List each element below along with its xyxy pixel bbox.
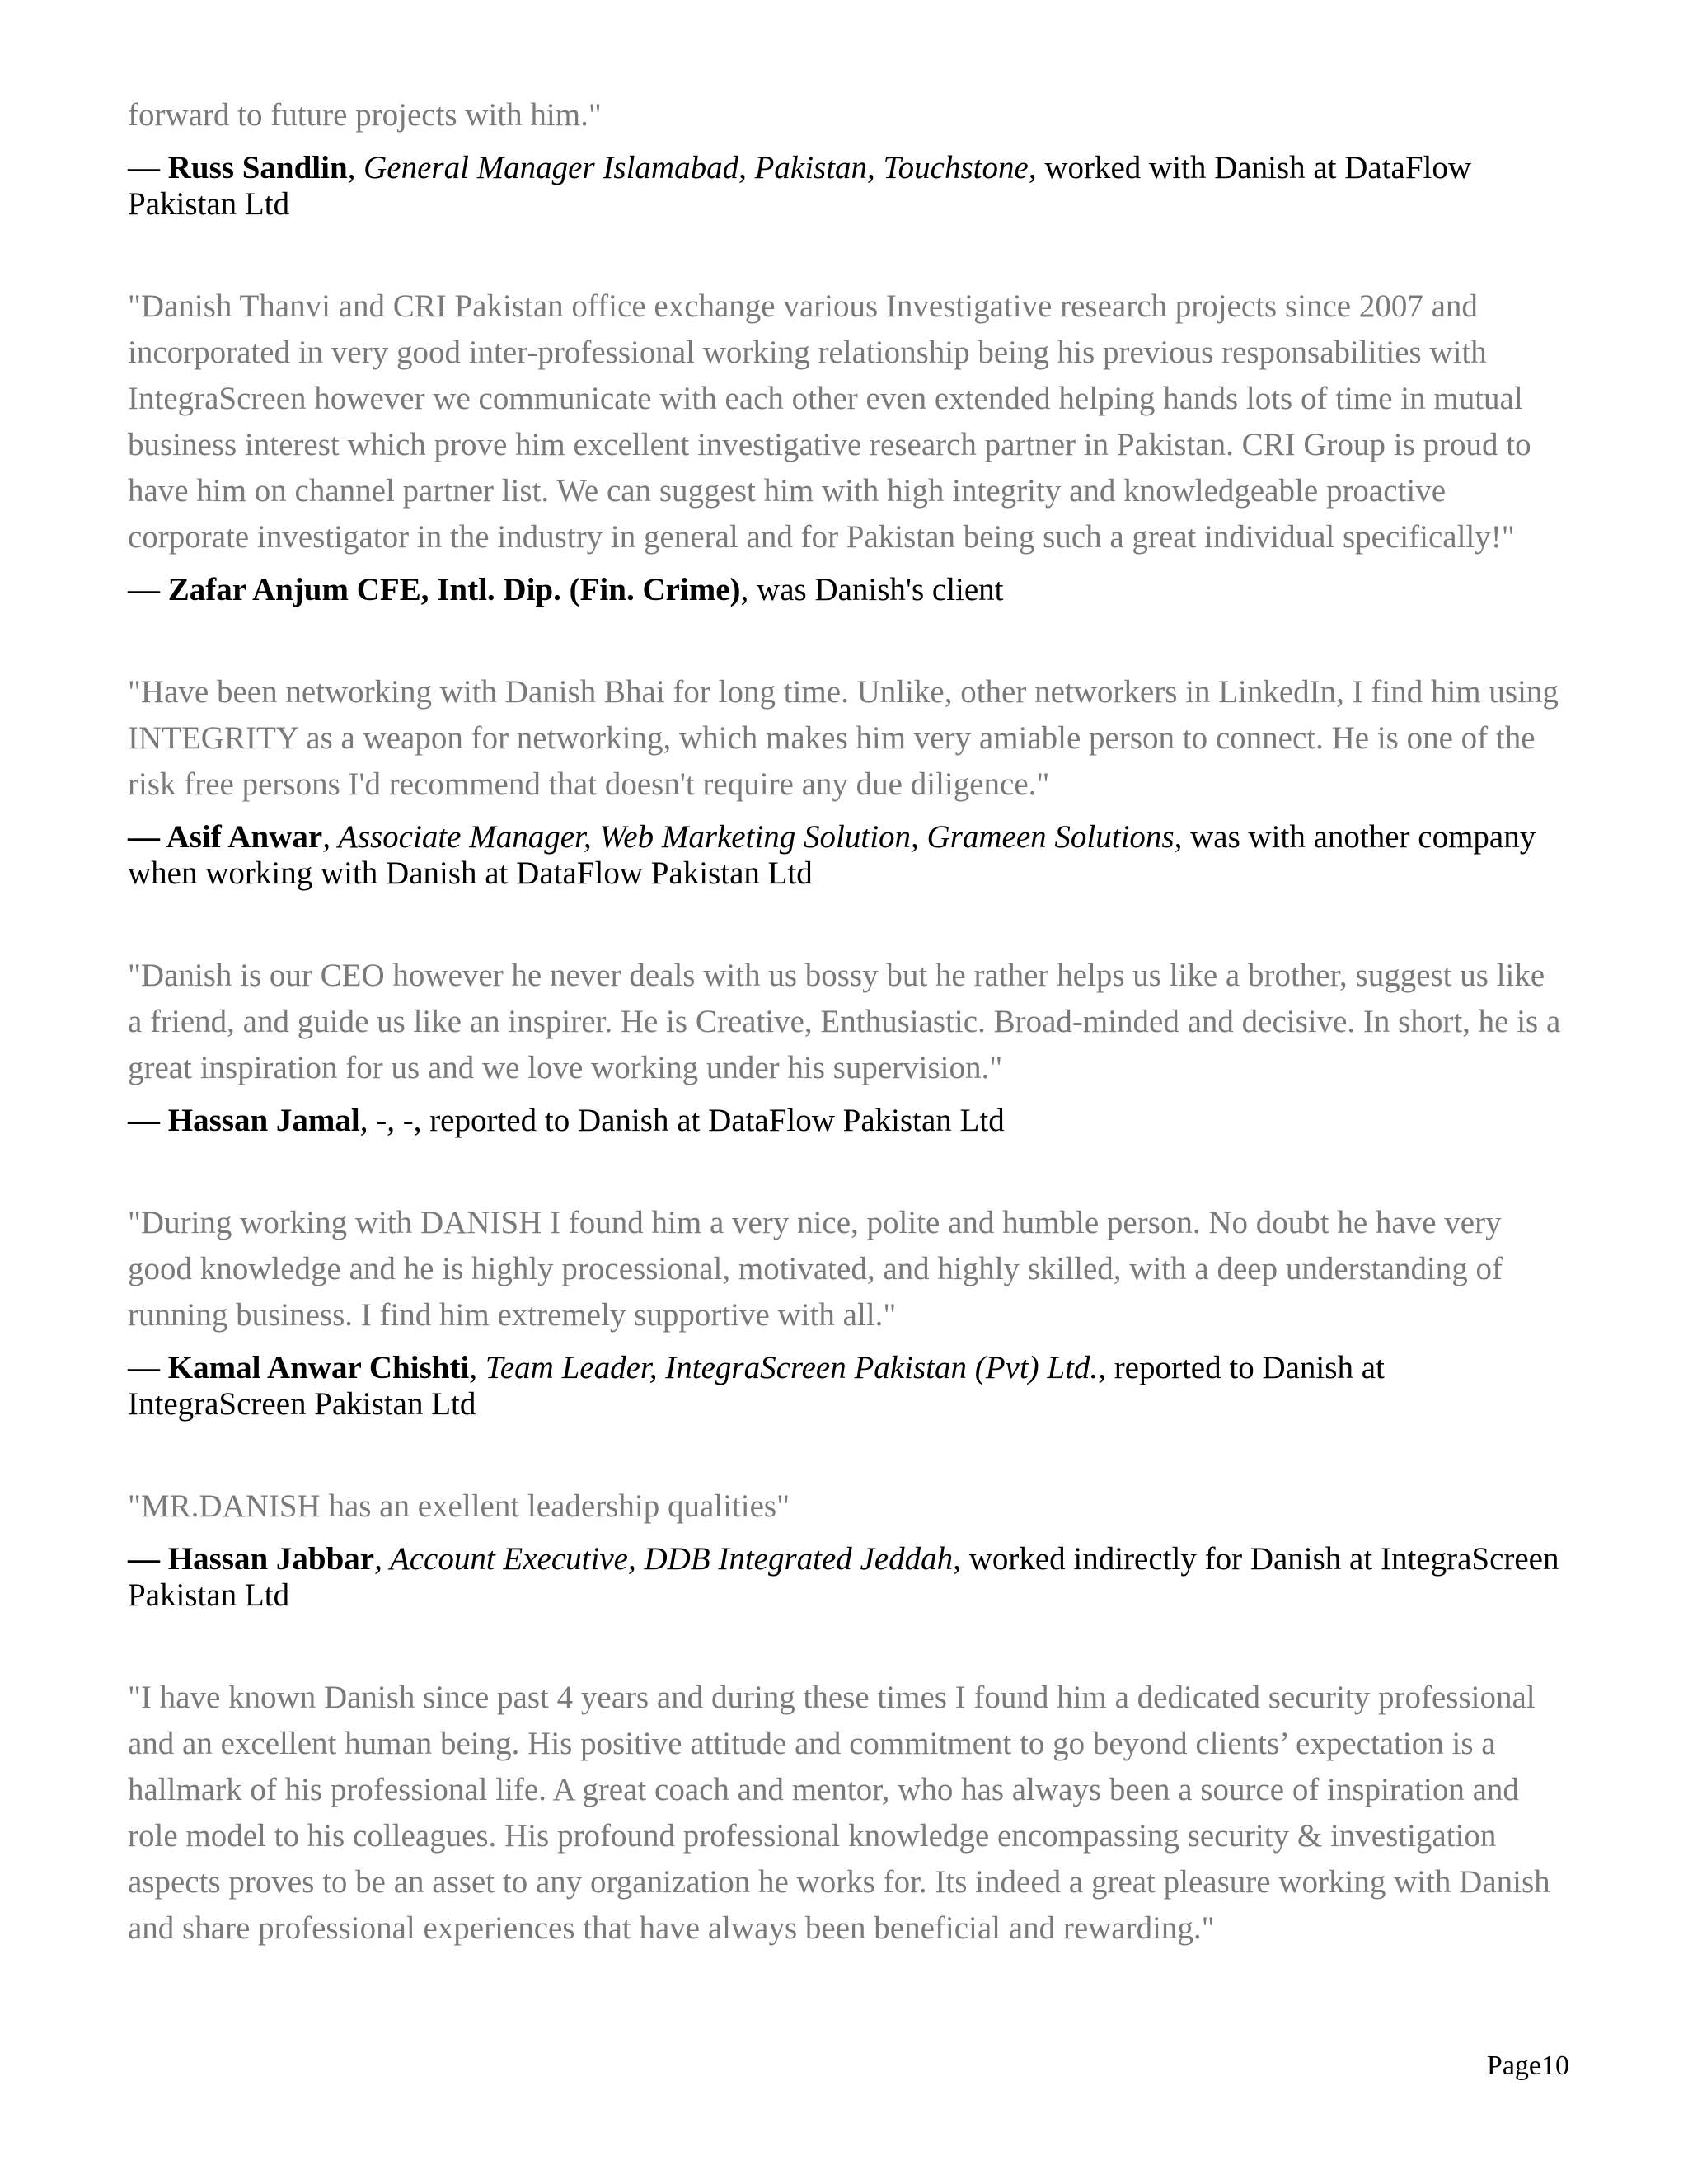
recommender-name: Kamal Anwar Chishti [167,1350,470,1385]
recommendation-6 [128,1483,1566,1614]
recommender-title: , General Manager Islamabad, Pakistan, Touchstone [347,150,1029,185]
recommender-relation: , was Danish's client [740,572,1004,607]
recommender-title: , Account Executive, DDB Integrated Jeddah [374,1541,954,1577]
recommender-title: , Team Leader, IntegraScreen Pakistan (Pvt) Ltd. [469,1350,1099,1385]
recommendation-attribution [128,1350,1566,1422]
attribution-dash: — [128,1103,168,1138]
recommender-title: , -, - [359,1103,414,1138]
attribution-dash: — [128,572,168,607]
recommender-name: Zafar Anjum CFE, Intl. Dip. (Fin. Crime) [167,572,741,607]
recommendation-4 [128,953,1566,1139]
recommender-relation: , worked with Danish at DataFlow Pakistan Ltd [128,150,1472,222]
recommender-relation: , was with another company when working with Danish at DataFlow Pakistan Ltd [128,819,1536,891]
attribution-dash: — [128,819,166,855]
recommendations-page [128,92,1566,2013]
attribution-dash: — [128,1541,168,1577]
recommendation-2 [128,284,1566,608]
recommendation-quote: "MR.DANISH has an exellent leadership qualities" [128,1488,790,1524]
recommender-name: Asif Anwar [166,819,323,855]
recommendation-quote: "I have known Danish since past 4 years and during these times I found him a dedicated security professional and an excellent human being. His positive attitude and commitment to go beyond clients’ expectation is a hallmark of his professional life. A great coach and mentor, who has always been a source of inspiration and role model to his colleagues. His profound professional knowledge encompassing security & investigation aspects proves to be an asset to any organization he works for. Its indeed a great pleasure working with Danish and share professional experiences that have always been beneficial and rewarding." [128,1680,1550,1946]
recommender-relation: , worked indirectly for Danish at IntegraScreen Pakistan Ltd [128,1541,1559,1613]
recommendation-attribution [128,150,1566,223]
recommendation-quote: "Danish Thanvi and CRI Pakistan office exchange various Investigative research projects since 2007 and incorporated in very good inter-professional working relationship being his previous responsabilities with IntegraScreen however we communicate with each other even extended helping hands lots of time in mutual business interest which prove him excellent investigative research partner in Pakistan. CRI Group is proud to have him on channel partner list. We can suggest him with high integrity and knowledgeable proactive corporate investigator in the industry in general and for Pakistan being such a great individual specifically!" [128,288,1531,555]
recommendation-quote: "Have been networking with Danish Bhai for long time. Unlike, other networkers in LinkedIn, I find him using INTEGRITY as a weapon for networking, which makes him very amiable person to connect. He is one of the risk free persons I'd recommend that doesn't require any due diligence." [128,674,1559,802]
recommender-title: , Associate Manager, Web Marketing Solution, Grameen Solutions [322,819,1175,855]
attribution-dash: — [128,1350,168,1385]
recommender-name: Hassan Jamal [167,1103,360,1138]
recommendation-1 [128,92,1566,223]
recommendation-quote: "Danish is our CEO however he never deals with us bossy but he rather helps us like a brother, suggest us like a friend, and guide us like an inspirer. He is Creative, Enthusiastic. Broad-minded and decisive. In short, he is a great inspiration for us and we love working under his supervision." [128,958,1561,1085]
page-number: Page10 [1486,2050,1569,2081]
recommendation-7 [128,1675,1566,1952]
attribution-dash: — [128,150,168,185]
recommender-name: Russ Sandlin [167,150,348,185]
recommender-relation: , reported to Danish at DataFlow Pakistan Ltd [413,1103,1005,1138]
recommendation-attribution [128,1541,1566,1614]
recommender-name: Hassan Jabbar [167,1541,375,1577]
recommendation-5 [128,1200,1566,1422]
recommendation-quote: forward to future projects with him." [128,97,602,133]
recommendation-3 [128,669,1566,892]
recommendation-attribution [128,1103,1566,1139]
recommendation-attribution [128,819,1566,892]
recommendation-quote: "During working with DANISH I found him a very nice, polite and humble person. No doubt he have very good knowledge and he is highly processional, motivated, and highly skilled, with a deep understanding of running business. I find him extremely supportive with all." [128,1205,1503,1333]
recommendation-attribution [128,572,1566,608]
recommender-relation: , reported to Danish at IntegraScreen Pakistan Ltd [128,1350,1385,1422]
